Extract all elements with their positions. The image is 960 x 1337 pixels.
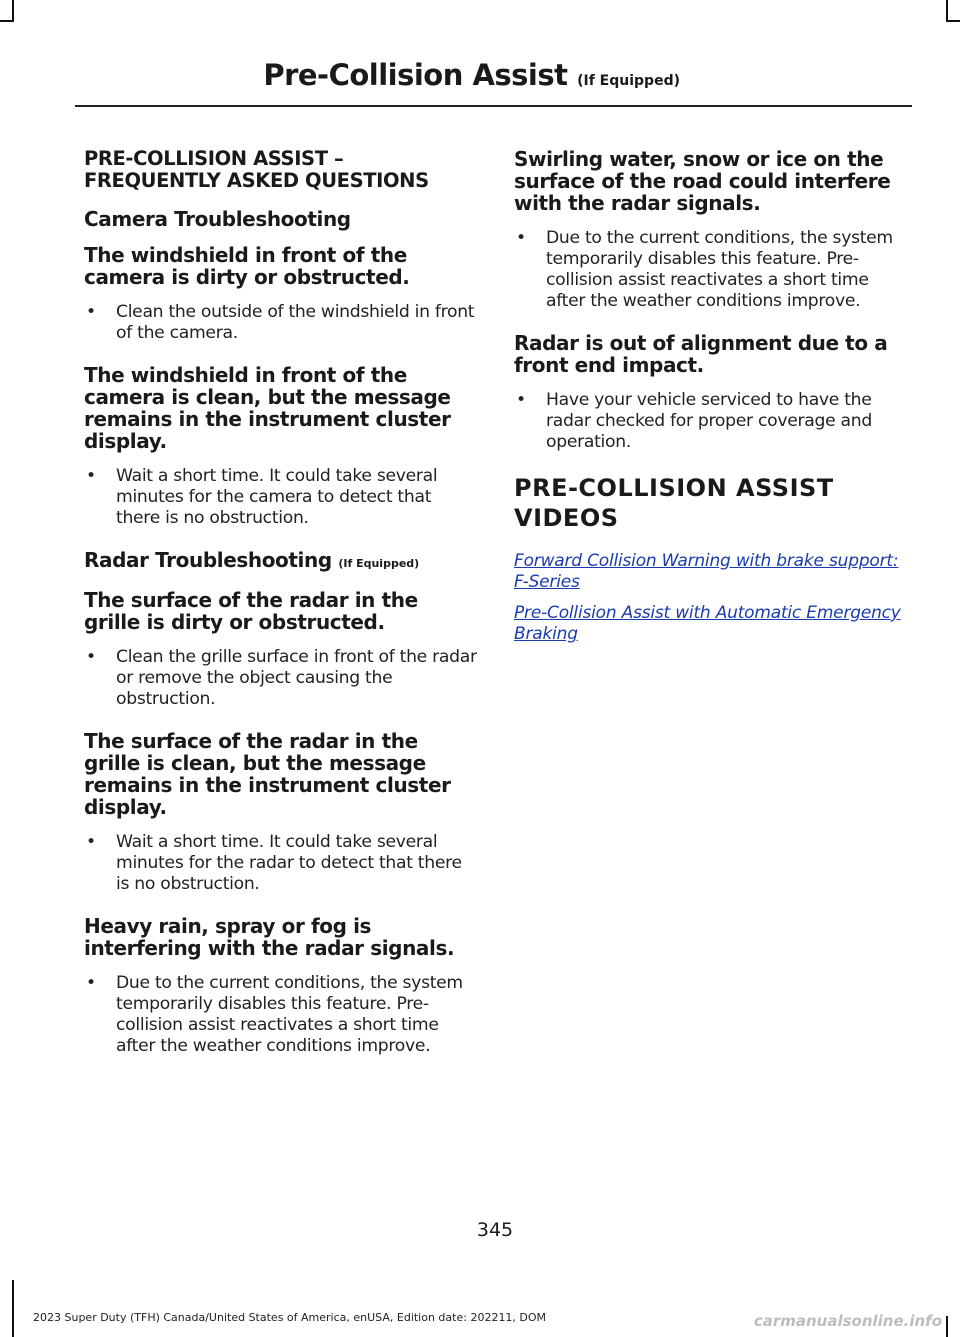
section-title-faq: PRE-COLLISION ASSIST – FREQUENTLY ASKED QUESTIONS — [84, 147, 429, 192]
answer-swirling-water: • Due to the current conditions, the system temporarily disables this feature. Pre-collision assist reactivates a short time after the weather conditions improve. — [514, 228, 912, 312]
question-radar-clean: The surface of the radar in the grille is clean, but the message remains in the instrument cluster display. — [84, 729, 451, 819]
crop-mark — [946, 20, 960, 22]
right-column — [514, 148, 912, 655]
crop-mark — [946, 1316, 948, 1337]
page-number: 345 — [476, 1219, 514, 1241]
question-windshield-clean: The windshield in front of the camera is clean, but the message remains in the instrument cluster display. — [84, 363, 451, 453]
question-radar-dirty: The surface of the radar in the grille is dirty or obstructed. — [84, 588, 418, 634]
radar-heading-suffix: (If Equipped) — [338, 557, 420, 570]
question-radar-alignment: Radar is out of alignment due to a front end impact. — [514, 331, 888, 377]
answer-radar-dirty: • Clean the grille surface in front of the radar or remove the object causing the obstruction. — [84, 647, 478, 710]
crop-mark — [12, 1280, 14, 1337]
videos-title-line2: VIDEOS — [514, 504, 619, 532]
question-swirling-water: Swirling water, snow or ice on the surface of the road could interfere with the radar signals. — [514, 147, 891, 215]
answer-windshield-clean: • Wait a short time. It could take several minutes for the camera to detect that there is no obstruction. — [84, 466, 478, 529]
header-rule — [75, 105, 912, 107]
crop-mark — [12, 0, 14, 22]
radar-heading-text: Radar Troubleshooting — [84, 548, 332, 572]
video-link-forward-collision-warning[interactable]: Forward Collision Warning with brake support: F-Series — [514, 551, 899, 592]
footer-edition-info: 2023 Super Duty (TFH) Canada/United States of America, enUSA, Edition date: 202211, DOM — [33, 1311, 547, 1324]
left-column — [84, 148, 478, 1077]
question-windshield-dirty: The windshield in front of the camera is dirty or obstructed. — [84, 243, 410, 289]
video-link-pre-collision-assist-aeb[interactable]: Pre-Collision Assist with Automatic Emergency Braking — [514, 603, 901, 644]
header-title-text: Pre-Collision Assist — [263, 58, 568, 92]
section-title-videos — [514, 473, 912, 533]
watermark: carmanualsonline.info — [753, 1312, 942, 1330]
heading-radar-troubleshooting — [84, 549, 478, 575]
crop-mark — [0, 20, 14, 22]
heading-camera-troubleshooting: Camera Troubleshooting — [84, 207, 351, 231]
crop-mark — [946, 0, 948, 22]
page-header-title — [263, 58, 680, 92]
answer-radar-alignment: • Have your vehicle serviced to have the radar checked for proper coverage and operation. — [514, 390, 912, 453]
answer-windshield-dirty: • Clean the outside of the windshield in front of the camera. — [84, 302, 478, 344]
videos-title-line1: PRE-COLLISION ASSIST — [514, 474, 834, 502]
answer-heavy-rain: • Due to the current conditions, the system temporarily disables this feature. Pre-collision assist reactivates a short time after the weather conditions improve. — [84, 973, 478, 1057]
question-heavy-rain: Heavy rain, spray or fog is interfering with the radar signals. — [84, 914, 455, 960]
answer-radar-clean: • Wait a short time. It could take several minutes for the radar to detect that there is no obstruction. — [84, 832, 478, 895]
header-title-suffix: (If Equipped) — [577, 73, 680, 89]
